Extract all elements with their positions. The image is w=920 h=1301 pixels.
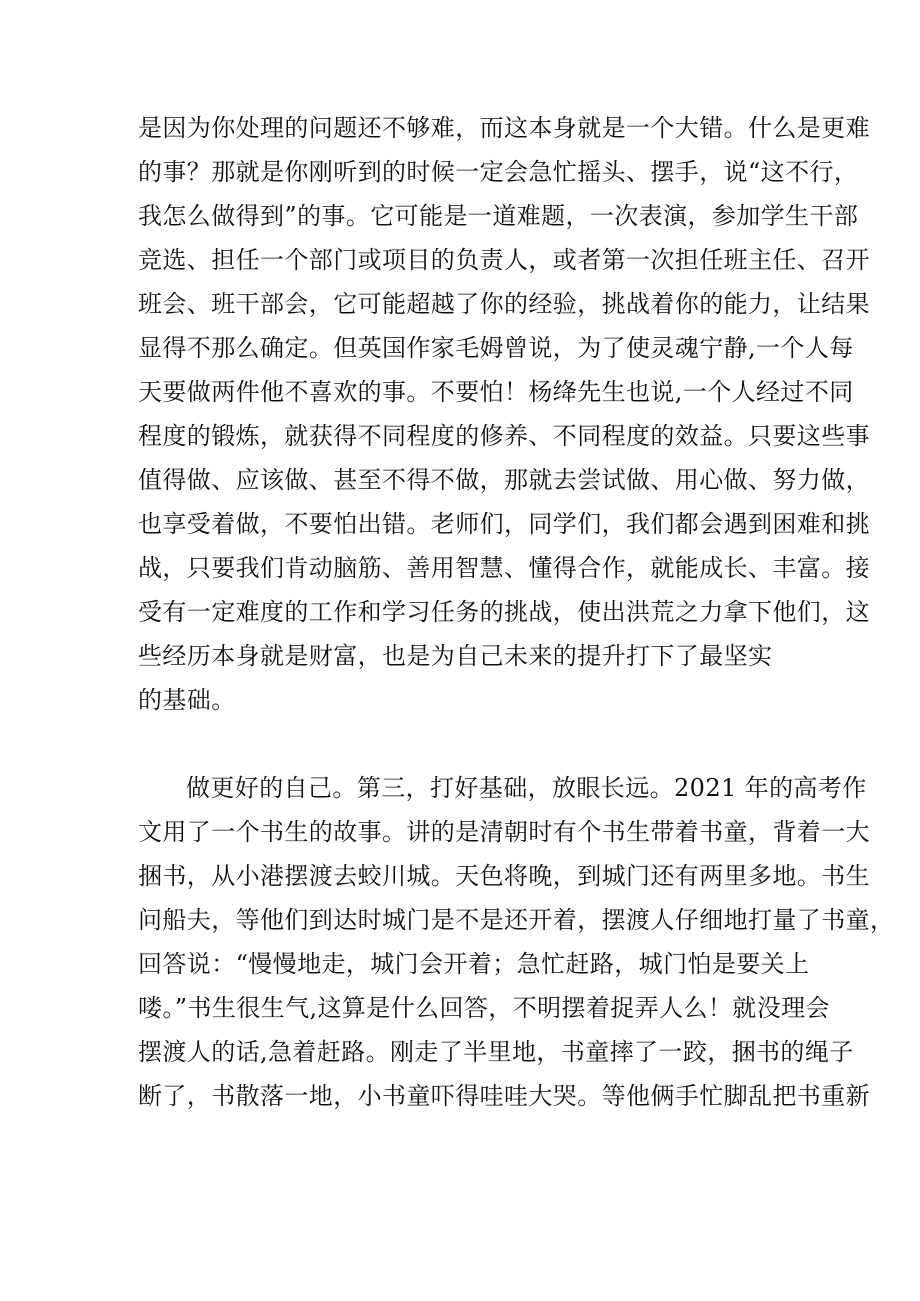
paragraph-line: 些经历本身就是财富，也是为自己未来的提升打下了最坚实 — [138, 642, 773, 670]
paragraph-line: 的事？那就是你刚听到的时候一定会急忙摇头、摆手，说“这不行， — [138, 158, 859, 186]
paragraph-line: 班会、班干部会，它可能超越了你的经验，挑战着你的能力，让结果 — [138, 290, 870, 318]
paragraph-line: 值得做、应该做、甚至不得不做，那就去尝试做、用心做、努力做， — [138, 466, 870, 494]
paragraph-line: 文用了一个书生的故事。讲的是清朝时有个书生带着书童，背着一大 — [138, 818, 870, 846]
paragraph-line: 也享受着做，不要怕出错。老师们，同学们，我们都会遇到困难和挑 — [138, 510, 870, 538]
paragraph-line: 问船夫，等他们到达时城门是不是还开着，摆渡人仔细地打量了书童， — [138, 906, 895, 934]
paragraph-line: 我怎么做得到”的事。它可能是一道难题，一次表演，参加学生干部 — [138, 202, 859, 230]
paragraph-line: 捆书，从小港摆渡去蛟川城。天色将晚，到城门还有两里多地。书生 — [138, 862, 870, 890]
paragraph-line: 竞选、担任一个部门或项目的负责人，或者第一次担任班主任、召开 — [138, 246, 870, 274]
paragraph-line: 喽。”书生很生气,这算是什么回答，不明摆着捉弄人么！就没理会 — [138, 994, 830, 1022]
paragraph-line: 断了，书散落一地，小书童吓得哇哇大哭。等他俩手忙脚乱把书重新 — [138, 1082, 870, 1110]
paragraph-line: 显得不那么确定。但英国作家毛姆曾说，为了使灵魂宁静,一个人每 — [138, 334, 854, 362]
paragraph-line: 回答说：“慢慢地走，城门会开着；急忙赶路，城门怕是要关上 — [138, 950, 810, 978]
paragraph-line: 做更好的自己。第三，打好基础，放眼长远。2021 年的高考作 — [186, 774, 867, 802]
paragraph-line: 天要做两件他不喜欢的事。不要怕！杨绛先生也说,一个人经过不同 — [138, 378, 854, 406]
paragraph-line: 是因为你处理的问题还不够难，而这本身就是一个大错。什么是更难 — [138, 114, 870, 142]
paragraph-line: 战，只要我们肯动脑筋、善用智慧、懂得合作，就能成长、丰富。接 — [138, 554, 870, 582]
paragraph-line: 的基础。 — [138, 686, 236, 714]
paragraph-line: 受有一定难度的工作和学习任务的挑战，使出洪荒之力拿下他们，这 — [138, 598, 870, 626]
paragraph-line: 程度的锻炼，就获得不同程度的修养、不同程度的效益。只要这些事 — [138, 422, 870, 450]
paragraph-line: 摆渡人的话,急着赶路。刚走了半里地，书童摔了一跤，捆书的绳子 — [138, 1038, 854, 1066]
